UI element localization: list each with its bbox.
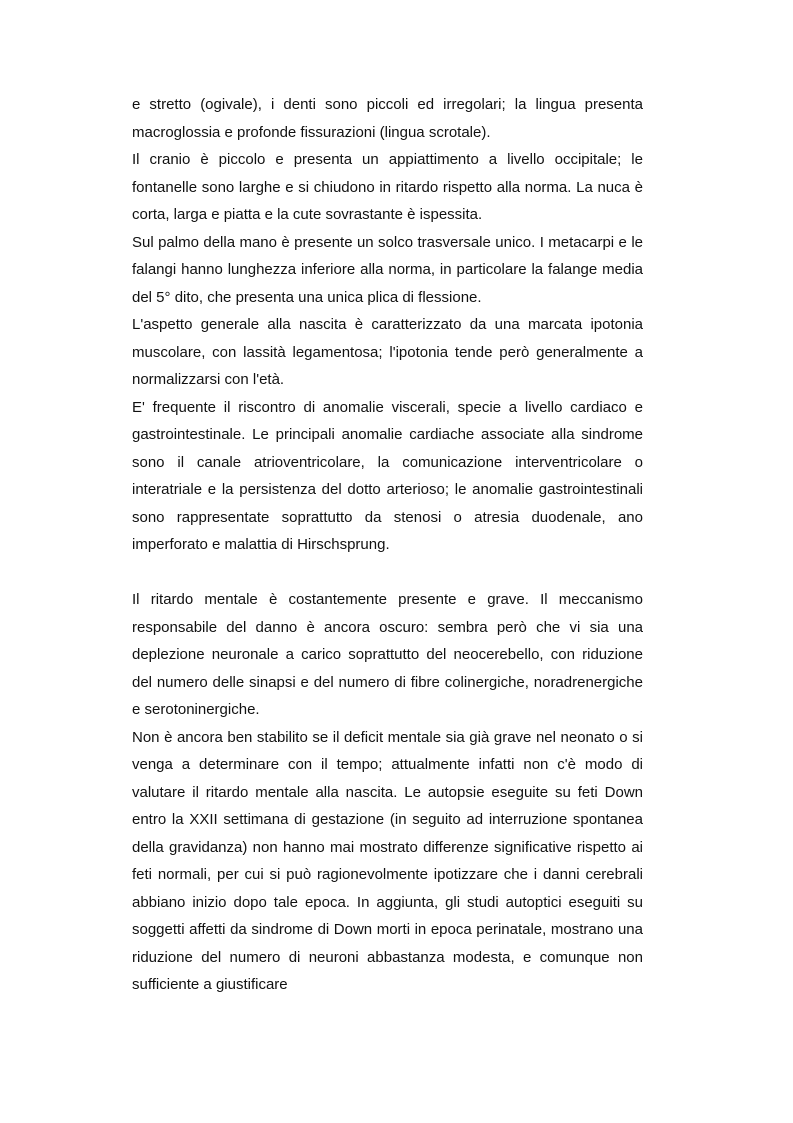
paragraph-hand: Sul palmo della mano è presente un solco trasversale unico. I metacarpi e le falangi hanno lunghezza inferiore alla norma, in particolare la falange media del 5° dito, che presenta una unica plica di flessione. <box>132 233 643 306</box>
paragraph-skull: Il cranio è piccolo e presenta un appiattimento a livello occipitale; le fontanelle sono larghe e si chiudono in ritardo rispetto alla norma. La nuca è corta, larga e piatta e la cute sovrastante è ispessita. <box>132 151 643 223</box>
document-page <box>132 91 643 999</box>
paragraph-palate-tongue: e stretto (ogivale), i denti sono piccoli ed irregolari; la lingua presenta macroglossia e profonde fissurazioni (lingua scrotale). <box>132 96 643 141</box>
paragraph-mental-retardation: Il ritardo mentale è costantemente presente e grave. Il meccanismo responsabile del danno è ancora oscuro: sembra però che vi sia una deplezione neuronale a carico soprattutto del neocerebello, con riduzione del numero delle sinapsi e del numero di fibre colinergiche, noradrenergiche e serotoninergiche. <box>132 591 643 718</box>
paragraph-visceral-anomalies: E' frequente il riscontro di anomalie viscerali, specie a livello cardiaco e gastrointestinale. Le principali anomalie cardiache associate alla sindrome sono il canale atrioventricolare, la comunicazione interventricolare o interatriale e la persistenza del dotto arterioso; le anomalie gastrointestinali sono rappresentate soprattutto da stenosi o atresia duodenale, ano imperforato e malattia di Hirschsprung. <box>132 398 643 553</box>
paragraph-deficit-onset: Non è ancora ben stabilito se il deficit mentale sia già grave nel neonato o si venga a determinare con il tempo; attualmente infatti non c'è modo di valutare il ritardo mentale alla nascita. Le autopsie eseguite su feti Down entro la XXII settimana di gestazione (in seguito ad interruzione spontanea della gravidanza) non hanno mai mostrato differenze significative rispetto ai feti normali, per cui si può ragionevolmente ipotizzare che i danni cerebrali abbiano inizio dopo tale epoca. In aggiunta, gli studi autoptici eseguiti su soggetti affetti da sindrome di Down morti in epoca perinatale, mostrano una riduzione del numero di neuroni abbastanza modesta, e comunque non sufficiente a giustificare <box>132 728 643 993</box>
paragraph-hypotonia: L'aspetto generale alla nascita è caratterizzato da una marcata ipotonia muscolare, con lassità legamentosa; l'ipotonia tende però generalmente a normalizzarsi con l'età. <box>132 316 643 388</box>
